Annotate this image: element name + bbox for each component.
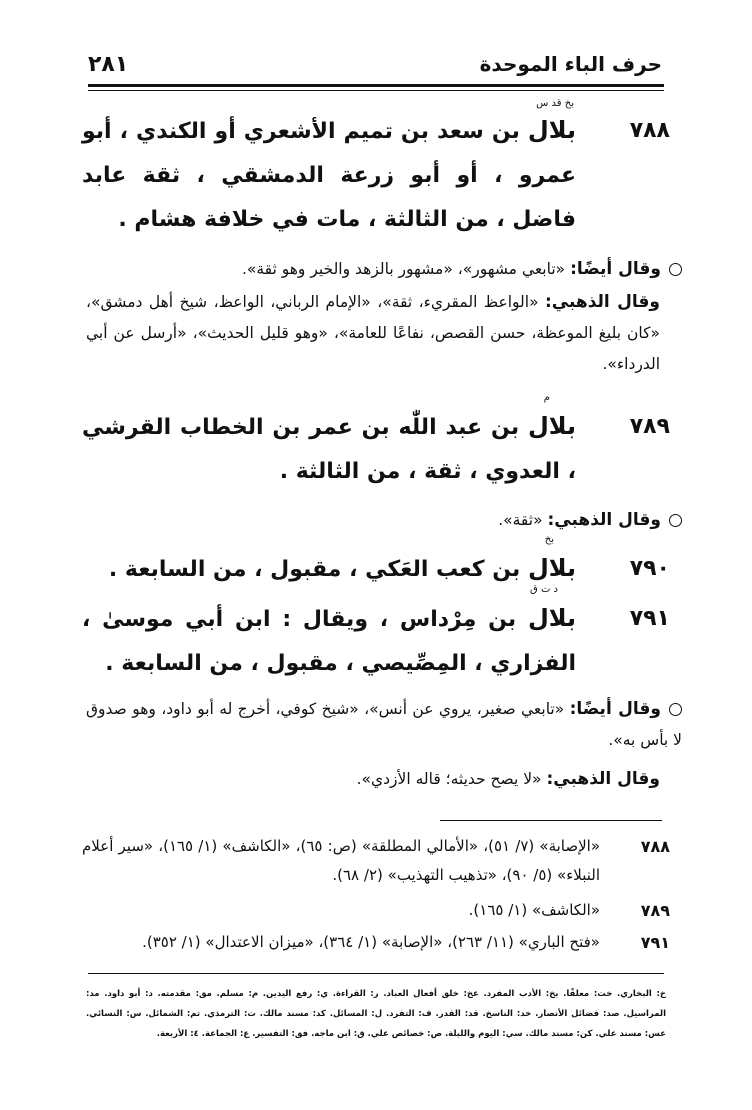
entry-text: بن مِرْداس ، ويقال : ابن أبي موسىٰ ، الفزاري ، المِصِّيصي ، مقبول ، من السابعة .: [82, 607, 576, 676]
footnote-text: «فتح الباري» (١١/ ٢٦٣)، «الإصابة» (١/ ٣٦٤)، «ميزان الاعتدال» (١/ ٣٥٢).: [142, 933, 600, 951]
bullet-circle-icon: [669, 703, 682, 716]
footnote-791: [82, 928, 670, 957]
entry-body: [82, 596, 576, 686]
note-text: «لا يصح حديثه؛ قاله الأزدي».: [356, 770, 542, 788]
note-label: وقال الذهبي:: [546, 769, 660, 789]
abbreviations-rule: [88, 973, 664, 974]
footnote-number: ٧٩١: [640, 933, 670, 952]
entry-number: ٧٨٩: [629, 414, 670, 439]
note-text: «تابعي صغير، يروي عن أنس»، «شيخ كوفي، أخرج له أبو داود، وهو صدوق لا بأس به».: [86, 700, 682, 749]
entry-body: [82, 108, 576, 242]
header-rule-thin: [88, 90, 664, 91]
entry-sigla: د ت ق: [530, 584, 558, 595]
note-label: وقال أيضًا:: [569, 699, 661, 719]
entry-name: بلال: [527, 554, 576, 582]
footnote-788: [82, 832, 670, 890]
footnote-789: [82, 896, 670, 925]
note-label: وقال الذهبي:: [545, 292, 660, 312]
note-791-a: [86, 694, 682, 756]
note-label: وقال الذهبي:: [547, 510, 661, 530]
footnote-number: ٧٨٨: [640, 837, 670, 856]
entry-number: ٧٩١: [629, 606, 670, 631]
entry-789: [82, 392, 670, 500]
entry-791: [82, 584, 670, 688]
entry-sigla: م: [543, 392, 550, 403]
note-label: وقال أيضًا:: [570, 259, 661, 279]
entry-text: بن عبد اللّٰه بن عمر بن الخطاب القرشي ، العدوي ، ثقة ، من الثالثة .: [82, 415, 576, 484]
entry-text: بن سعد بن تميم الأشعري أو الكندي ، أبو عمرو ، أو أبو زرعة الدمشقي ، ثقة عابد فاضل ، من الثالثة ، مات في خلافة هشام .: [82, 119, 576, 232]
entry-sigla: بخ قد س: [536, 98, 574, 109]
footnote-text: «الإصابة» (٧/ ٥١)، «الأمالي المطلقة» (ص: ٦٥)، «الكاشف» (١/ ١٦٥)، «سير أعلام النبلاء» (٥/ ٩٠)، «تذهيب التهذيب» (٢/ ٦٨).: [82, 837, 600, 884]
entry-number: ٧٨٨: [629, 118, 670, 143]
header-rule-thick: [88, 84, 664, 87]
bullet-circle-icon: [669, 514, 682, 527]
entry-name: بلال: [527, 412, 576, 440]
note-text: «ثقة».: [498, 511, 543, 529]
note-788-a: [86, 254, 682, 285]
note-788-b: [86, 287, 660, 380]
entry-sigla: بخ: [544, 534, 554, 545]
page-number: ٢٨١: [88, 52, 129, 77]
note-text: «الواعظ المقريء، ثقة»، «الإمام الرباني، الواعظ، شيخ أهل دمشق»، «كان بليغ الموعظة، حسن القصص، نفاعًا للعامة»، «وهو قليل الحديث»، «أرسل عن أبي الدرداء».: [86, 293, 660, 373]
note-text: «تابعي مشهور»، «مشهور بالزهد والخير وهو ثقة».: [241, 260, 566, 278]
note-791-b: [86, 764, 660, 795]
entry-788: [82, 98, 670, 248]
entry-body: [82, 546, 576, 592]
chapter-title: حرف الباء الموحدة: [479, 52, 662, 76]
abbreviations-legend: خ: البخاري. خت: معلقًا. بخ: الأدب المفرد. عخ: خلق أفعال العباد. ر: القراءة. ي: رفع اليدين. م: مسلم. مق: مقدمته. د: أبو داود. مد: المراسيل. صد: فضائل الأنصار. خد: الناسخ. قد: القدر. ف: التفرد. ل: المسائل. كد: مسند مالك. ت: الترمذي. تم: الشمائل. س: النسائي. عس: مسند علي. كن: مسند مالك. سي: اليوم والليلة. ص: خصائص علي. ق: ابن ماجه. فق: التفسير. ع: الجماعة. ٤: الأربعة.: [86, 989, 666, 1039]
entry-790: [82, 534, 670, 590]
entry-body: [82, 404, 576, 494]
note-789: [86, 505, 682, 536]
entry-name: بلال: [527, 116, 576, 144]
footnote-number: ٧٨٩: [640, 901, 670, 920]
footnote-rule: [440, 820, 662, 821]
bullet-circle-icon: [669, 263, 682, 276]
entry-text: بن كعب العَكي ، مقبول ، من السابعة .: [108, 557, 521, 582]
entry-name: بلال: [527, 604, 576, 632]
footnote-text: «الكاشف» (١/ ١٦٥).: [468, 901, 600, 919]
page-header: [88, 48, 662, 80]
entry-number: ٧٩٠: [629, 556, 670, 581]
